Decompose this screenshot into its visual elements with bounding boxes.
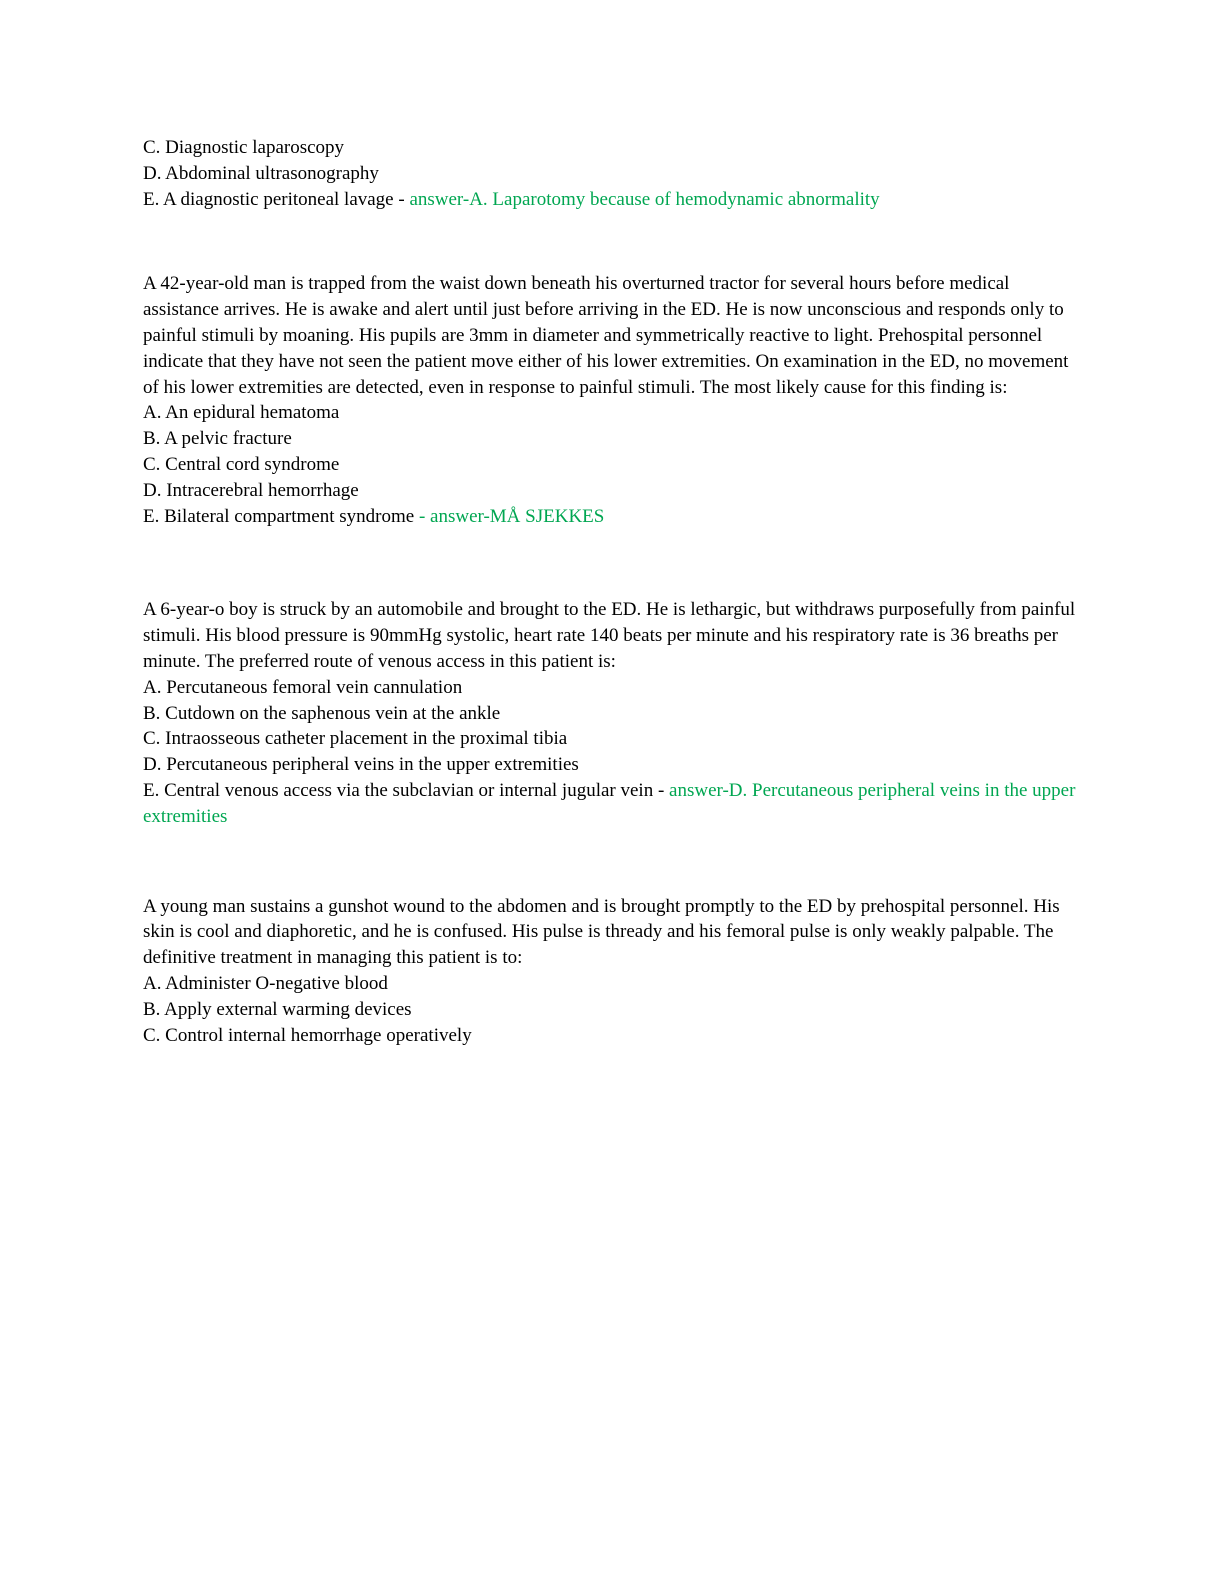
answer-option	[143, 478, 1083, 504]
answer-option	[143, 504, 1083, 530]
answer-option	[143, 726, 1083, 752]
option-text: C. Intraosseous catheter placement in the proximal tibia	[143, 728, 568, 750]
answer-text: answer-D. Percutaneous peripheral veins in the upper extremities	[143, 779, 1081, 827]
option-text: C. Control internal hemorrhage operatively	[143, 1024, 472, 1046]
option-text: C. Diagnostic laparoscopy	[143, 137, 345, 158]
option-text: B. Apply external warming devices	[143, 998, 412, 1020]
option-text: E. A diagnostic peritoneal lavage -	[143, 188, 410, 210]
option-text: C. Central cord syndrome	[143, 453, 340, 475]
answer-text: - answer-MÅ SJEKKES	[418, 505, 605, 527]
answer-option	[143, 675, 1083, 701]
option-text: E. Bilateral compartment syndrome	[143, 505, 419, 527]
answer-option	[143, 701, 1083, 727]
answer-option	[143, 135, 1083, 161]
option-text: D. Percutaneous peripheral veins in the upper extremities	[143, 754, 579, 776]
question-block	[143, 271, 1083, 529]
answer-option	[143, 426, 1083, 452]
option-text: A. An epidural hematoma	[143, 402, 340, 424]
question-stem: A young man sustains a gunshot wound to the abdomen and is brought promptly to the ED by prehospital personnel. His skin is cool and diaphoretic, and he is confused. His pulse is thready and his femoral pulse is only weakly palpable. The definitive treatment in managing this patient is to:	[143, 895, 1065, 969]
option-text: A. Percutaneous femoral vein cannulation	[143, 676, 463, 698]
answer-option	[143, 971, 1083, 997]
option-text: B. A pelvic fracture	[143, 428, 292, 450]
option-text: E. Central venous access via the subclavian or internal jugular vein -	[143, 779, 670, 801]
question-stem: A 42-year-old man is trapped from the waist down beneath his overturned tractor for several hours before medical assistance arrives. He is awake and alert until just before arriving in the ED. He is now unconscious and responds only to painful stimuli by moaning. His pupils are 3mm in diameter and symmetrically reactive to light. Prehospital personnel indicate that they have not seen the patient move either of his lower extremities. On examination in the ED, no movement of his lower extremities are detected, even in response to painful stimuli. The most likely cause for this finding is:	[143, 273, 1074, 398]
option-text: A. Administer O-negative blood	[143, 972, 388, 994]
answer-option	[143, 400, 1083, 426]
question-stem: A 6-year-o boy is struck by an automobile and brought to the ED. He is lethargic, but withdraws purposefully from painful stimuli. His blood pressure is 90mmHg systolic, heart rate 140 beats per minute and his respiratory rate is 36 breaths per minute. The preferred route of venous access in this patient is:	[143, 599, 1080, 672]
answer-option	[143, 778, 1083, 830]
document-content	[143, 135, 1083, 1048]
answer-option	[143, 997, 1083, 1023]
answer-option	[143, 161, 1083, 187]
answer-option	[143, 452, 1083, 478]
question-block	[143, 894, 1083, 1049]
answer-option	[143, 1023, 1083, 1049]
answer-option	[143, 752, 1083, 778]
option-text: B. Cutdown on the saphenous vein at the ankle	[143, 702, 501, 724]
option-text: D. Intracerebral hemorrhage	[143, 479, 359, 501]
option-text: D. Abdominal ultrasonography	[143, 162, 379, 184]
question-block	[143, 135, 1083, 212]
question-block	[143, 597, 1083, 829]
answer-option	[143, 187, 1083, 213]
answer-text: answer-A. Laparotomy because of hemodynamic abnormality	[409, 188, 880, 210]
